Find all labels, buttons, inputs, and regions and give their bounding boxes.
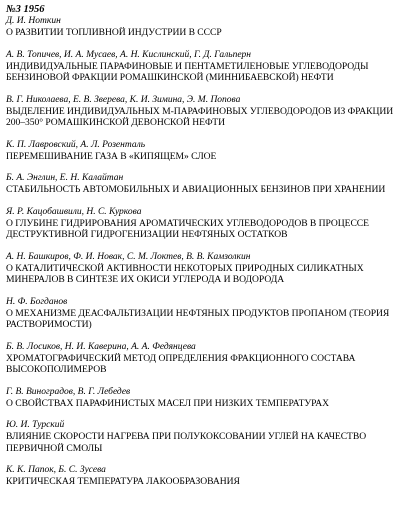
article-entry — [6, 420, 394, 454]
article-entry — [6, 173, 394, 196]
article-title[interactable]: О ГЛУБИНЕ ГИДРИРОВАНИЯ АРОМАТИЧЕСКИХ УГЛЕВОДОРОДОВ В ПРОЦЕССЕ ДЕСТРУКТИВНОЙ ГИДРОГЕНИЗАЦИИ НЕФТЯНЫХ ОСТАТКОВ — [6, 217, 369, 240]
article-title[interactable]: О КАТАЛИТИЧЕСКОЙ АКТИВНОСТИ НЕКОТОРЫХ ПРИРОДНЫХ СИЛИКАТНЫХ МИНЕРАЛОВ В СИНТЕЗЕ ИХ ОКИСИ УГЛЕРОДА И ВОДОРОДА — [6, 262, 364, 285]
article-entry — [6, 387, 394, 410]
article-authors: Б. А. Энглин, Е. Н. Калайтан — [6, 173, 124, 183]
article-entry — [6, 207, 394, 241]
article-title[interactable]: О РАЗВИТИИ ТОПЛИВНОЙ ИНДУСТРИИ В СССР — [6, 27, 222, 38]
article-authors: А. Н. Башкиров, Ф. И. Новак, С. М. Локтев, В. В. Камзолкин — [6, 251, 251, 262]
article-title[interactable]: О МЕХАНИЗМЕ ДЕАСФАЛЬТИЗАЦИИ НЕФТЯНЫХ ПРОДУКТОВ ПРОПАНОМ (ТЕОРИЯ РАСТВОРИМОСТИ) — [6, 307, 390, 330]
article-authors: Д. И. Ноткин — [6, 16, 61, 26]
article-title[interactable]: О СВОЙСТВАХ ПАРАФИНИСТЫХ МАСЕЛ ПРИ НИЗКИХ ТЕМПЕРАТУРАХ — [6, 397, 329, 409]
article-title[interactable]: ХРОМАТОГРАФИЧЕСКИЙ МЕТОД ОПРЕДЕЛЕНИЯ ФРАКЦИОННОГО СОСТАВА ВЫСОКОПОЛИМЕРОВ — [6, 352, 356, 375]
article-entry — [6, 16, 394, 39]
article-entry — [6, 297, 394, 331]
article-entry — [6, 342, 394, 376]
article-title[interactable]: ПЕРЕМЕШИВАНИЕ ГАЗА В «КИПЯЩЕМ» СЛОЕ — [6, 150, 217, 162]
article-entry — [6, 140, 394, 163]
article-entry — [6, 465, 394, 488]
article-title[interactable]: СТАБИЛЬНОСТЬ АВТОМОБИЛЬНЫХ И АВИАЦИОННЫХ БЕНЗИНОВ ПРИ ХРАНЕНИИ — [6, 184, 386, 195]
article-title[interactable]: ВЛИЯНИЕ СКОРОСТИ НАГРЕВА ПРИ ПОЛУКОКСОВАНИИ УГЛЕЙ НА КАЧЕСТВО ПЕРВИЧНОЙ СМОЛЫ — [6, 431, 367, 454]
article-authors: В. Г. Николаева, Е. В. Зверева, К. И. Зимина, Э. М. Попова — [6, 94, 241, 105]
article-authors: К. П. Лавровский, А. Л. Розенталь — [6, 139, 146, 150]
article-authors: Г. В. Виноградов, В. Г. Лебедев — [6, 386, 131, 397]
article-authors: Н. Ф. Богданов — [6, 296, 68, 307]
article-authors: К. К. Папок, Б. С. Зусева — [6, 465, 106, 475]
article-entry — [6, 50, 394, 84]
issue-label: №3 1956 — [6, 4, 45, 15]
article-title[interactable]: КРИТИЧЕСКАЯ ТЕМПЕРАТУРА ЛАКООБРАЗОВАНИЯ — [6, 476, 240, 487]
article-authors: Б. В. Лосиков, Н. И. Каверина, А. А. Федянцева — [6, 341, 196, 352]
article-title[interactable]: ИНДИВИДУАЛЬНЫЕ ПАРАФИНОВЫЕ И ПЕНТАМЕТИЛЕНОВЫЕ УГЛЕВОДОРОДЫ БЕНЗИНОВОЙ ФРАКЦИИ РОМАШКИНСКОЙ (МИННИБАЕВСКОЙ) НЕФТИ — [6, 60, 369, 83]
article-entry — [6, 252, 394, 286]
article-authors: Ю. И. Турский — [6, 420, 65, 430]
article-authors: А. В. Топичев, И. А. Мусаев, А. Н. Кислинский, Г. Д. Гальперн — [6, 49, 252, 60]
article-title[interactable]: ВЫДЕЛЕНИЕ ИНДИВИДУАЛЬНЫХ М-ПАРАФИНОВЫХ УГЛЕВОДОРОДОВ ИЗ ФРАКЦИИ 200–350° РОМАШКИНСКОЙ ДЕВОНСКОЙ НЕФТИ — [6, 105, 394, 128]
article-entry — [6, 95, 394, 129]
article-authors: Я. Р. Кацобашвили, Н. С. Куркова — [6, 206, 142, 217]
